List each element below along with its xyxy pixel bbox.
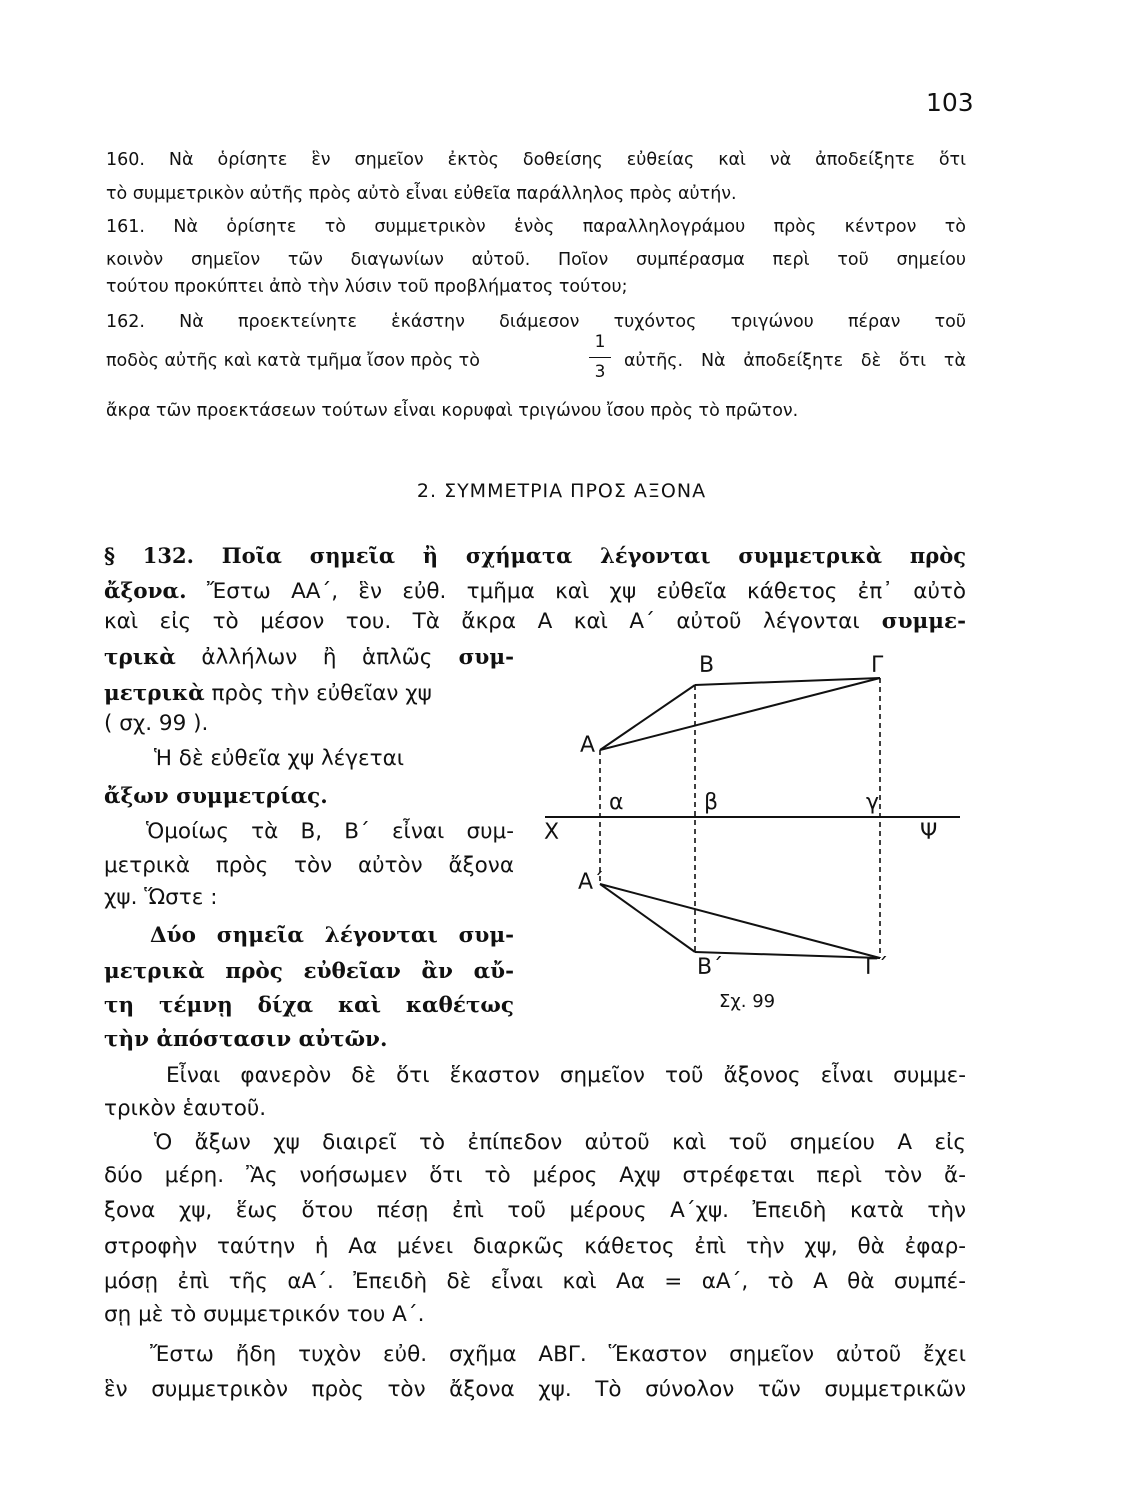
paragraph-132-line-11: χψ. Ὥστε : xyxy=(104,885,218,910)
definition-line-3: τη τέμνῃ δίχα καὶ καθέτως xyxy=(104,993,514,1018)
paragraph-132-line-4-bold: τρικὰ xyxy=(104,645,176,670)
after-p3-line-2: ἓν συμμετρικὸν πρὸς τὸν ἄξονα χψ. Τὸ σύνολον τῶν συμμετρικῶν xyxy=(104,1377,966,1402)
paragraph-132-title: § 132. Ποῖα σημεῖα ἢ σχήματα λέγονται συμμετρικὰ πρὸς xyxy=(104,543,966,568)
paragraph-132-line-2-text: Ἔστω ΑΑ΄, ἓν εὐθ. τμῆμα καὶ χψ εὐθεῖα κάθετος ἐπ᾿ αὐτὸ xyxy=(186,579,966,604)
segment-AG xyxy=(600,678,880,750)
definition-line-1: Δύο σημεῖα λέγονται συμ- xyxy=(150,923,514,948)
after-p2-line-5: μόσῃ ἐπὶ τῆς αΑ΄. Ἐπειδὴ δὲ εἶναι καὶ Αα = αΑ΄, τὸ Α θὰ συμπέ- xyxy=(104,1269,966,1294)
exercise-162-line-2-end: αὐτῆς. Νὰ ἀποδείξητε δὲ ὅτι τὰ xyxy=(624,351,966,371)
exercise-162-line-3: ἄκρα τῶν προεκτάσεων τούτων εἶναι κορυφαὶ τριγώνου ἴσου πρὸς τὸ πρῶτον. xyxy=(106,401,799,421)
figure-caption: Σχ. 99 xyxy=(719,991,776,1012)
label-A: Α xyxy=(580,733,596,758)
after-p1-line-2: τρικὸν ἑαυτοῦ. xyxy=(104,1096,267,1121)
segment-BG xyxy=(695,678,880,685)
paragraph-132-line-4-bold-2: συμ- xyxy=(432,645,515,670)
segment-A'G' xyxy=(600,884,880,958)
label-A-prime: Α΄ xyxy=(578,870,605,895)
page-number: 103 xyxy=(926,88,974,117)
after-p1-line-1: Εἶναι φανερὸν δὲ ὅτι ἕκαστον σημεῖον τοῦ ἄξονος εἶναι συμμε- xyxy=(166,1063,966,1088)
fraction-denominator: 3 xyxy=(594,362,606,382)
label-B: Β xyxy=(699,653,715,678)
label-G: Γ xyxy=(871,653,884,678)
paragraph-132-line-9: Ὁμοίως τὰ Β, Β΄ εἶναι συμ- xyxy=(146,819,514,844)
fraction-numerator: 1 xyxy=(594,332,606,352)
label-alpha: α xyxy=(609,790,624,815)
exercise-162-line-1: 162. Νὰ προεκτείνητε ἑκάστην διάμεσον τυχόντος τριγώνου πέραν τοῦ xyxy=(106,312,966,332)
segment-AB xyxy=(600,685,695,750)
after-p2-line-1: Ὁ ἄξων χψ διαιρεῖ τὸ ἐπίπεδον αὐτοῦ καὶ τοῦ σημείου Α εἰς xyxy=(154,1130,966,1155)
exercise-160-line-1: 160. Νὰ ὁρίσητε ἓν σημεῖον ἐκτὸς δοθείσης εὐθείας καὶ νὰ ἀποδείξητε ὅτι xyxy=(106,150,966,170)
label-X: Χ xyxy=(544,820,560,845)
after-p2-line-4: στροφὴν ταύτην ἡ Αα μένει διαρκῶς κάθετος ἐπὶ τὴν χψ, θὰ ἐφαρ- xyxy=(104,1234,966,1259)
after-p2-line-3: ξονα χψ, ἕως ὅτου πέσῃ ἐπὶ τοῦ μέρους Α΄χψ. Ἐπειδὴ κατὰ τὴν xyxy=(104,1198,966,1223)
paragraph-132-line-5-bold: μετρικὰ xyxy=(104,681,205,706)
section-heading: 2. ΣΥΜΜΕΤΡΙΑ ΠΡΟΣ ΑΞΟΝΑ xyxy=(416,480,707,502)
after-p2-line-6: σῃ μὲ τὸ συμμετρικόν του Α΄. xyxy=(104,1302,425,1327)
label-Psi: Ψ xyxy=(920,820,938,845)
exercise-161-line-2: κοινὸν σημεῖον τῶν διαγωνίων αὐτοῦ. Ποῖον συμπέρασμα περὶ τοῦ σημείου xyxy=(106,250,966,270)
after-p3-line-1: Ἔστω ἤδη τυχὸν εὐθ. σχῆμα ΑΒΓ. Ἕκαστον σημεῖον αὐτοῦ ἔχει xyxy=(150,1342,966,1367)
paragraph-132-line-8: ἄξων συμμετρίας. xyxy=(104,784,328,809)
exercise-161-line-1: 161. Νὰ ὁρίσητε τὸ συμμετρικὸν ἑνὸς παραλληλογράμου πρὸς κέντρον τὸ xyxy=(106,217,966,237)
paragraph-132-line-3-text: καὶ εἰς τὸ μέσον του. Τὰ ἄκρα Α καὶ Α΄ αὐτοῦ λέγονται xyxy=(104,609,860,634)
paragraph-132-line-7: Ἡ δὲ εὐθεῖα χψ λέγεται xyxy=(154,746,405,771)
label-B-prime: Β΄ xyxy=(697,955,724,980)
segment-A'B' xyxy=(600,884,695,952)
paragraph-132-line-10: μετρικὰ πρὸς τὸν αὐτὸν ἄξονα xyxy=(104,853,514,878)
after-p2-line-2: δύο μέρη. Ἂς νοήσωμεν ὅτι τὸ μέρος Αχψ στρέφεται περὶ τὸν ἄ- xyxy=(104,1163,966,1188)
definition-line-2: μετρικὰ πρὸς εὐθεῖαν ἂν αὔ- xyxy=(104,959,514,984)
exercise-160-line-2: τὸ συμμετρικὸν αὐτῆς πρὸς αὐτὸ εἶναι εὐθεῖα παράλληλος πρὸς αὐτήν. xyxy=(106,184,737,204)
paragraph-132-line-4-text: ἀλλήλων ἢ ἁπλῶς xyxy=(175,645,433,670)
label-beta: β xyxy=(704,790,719,815)
label-G-prime: Γ΄ xyxy=(865,955,889,980)
paragraph-132-line-3-bold: συμμε- xyxy=(859,609,966,634)
paragraph-132-title-end: ἄξονα. xyxy=(104,579,187,604)
label-gamma: γ xyxy=(866,790,880,815)
exercise-162-line-2-start: ποδὸς αὐτῆς καὶ κατὰ τμῆμα ἴσον πρὸς τὸ xyxy=(106,351,480,371)
paragraph-132-line-6: ( σχ. 99 ). xyxy=(104,711,209,736)
exercise-161-line-3: τούτου προκύπτει ἀπὸ τὴν λύσιν τοῦ προβλήματος τούτου; xyxy=(106,277,628,297)
definition-line-4: τὴν ἀπόστασιν αὐτῶν. xyxy=(104,1027,388,1052)
paragraph-132-line-5-text: πρὸς τὴν εὐθεῖαν χψ xyxy=(204,681,432,706)
